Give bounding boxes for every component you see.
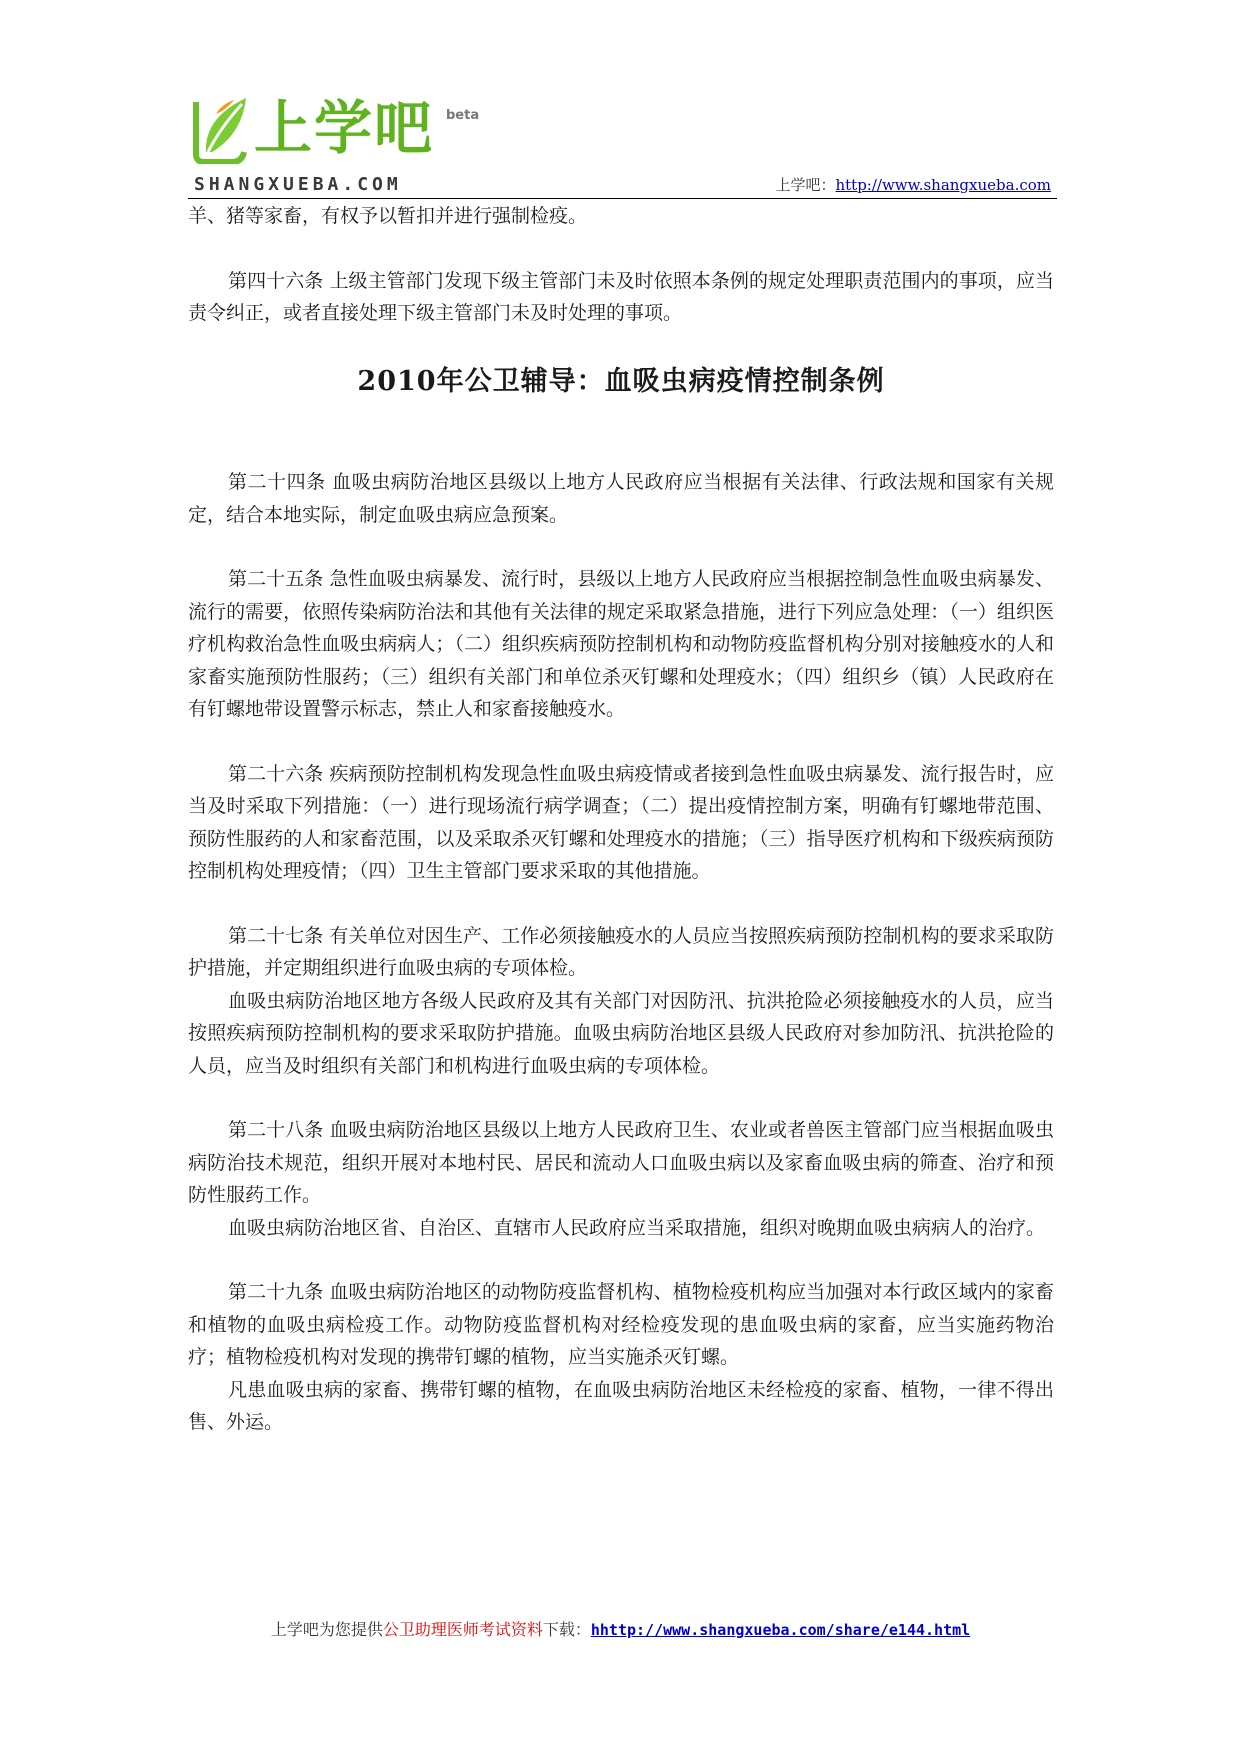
- logo-text-cn: 上学吧: [254, 94, 435, 162]
- document-title: 2010年公卫辅导：血吸虫病疫情控制条例: [357, 365, 885, 397]
- page-header: [188, 86, 1057, 199]
- article-27: 第二十七条 有关单位对因生产、工作必须接触疫水的人员应当按照疾病预防控制机构的要求采取防护措施，并定期组织进行血吸虫病的专项体检。: [188, 924, 1054, 979]
- article-29: 第二十九条 血吸虫病防治地区的动物防疫监督机构、植物检疫机构应当加强对本行政区域内的家畜和植物的血吸虫病检疫工作。动物防疫监督机构对经检疫发现的患血吸虫病的家畜，应当实施药物治疗；植物检疫机构对发现的携带钉螺的植物，应当实施杀灭钉螺。: [188, 1281, 1054, 1368]
- logo-beta-tag: beta: [446, 108, 480, 123]
- footer-highlight: 公卫助理医师考试资料: [382, 1620, 543, 1639]
- footer-download-link[interactable]: hhttp://www.shangxueba.com/share/e144.html: [590, 1621, 971, 1639]
- article-46: 第四十六条 上级主管部门发现下级主管部门未及时依照本条例的规定处理职责范围内的事项，应当责令纠正，或者直接处理下级主管部门未及时处理的事项。: [188, 269, 1054, 324]
- leaf-logo-icon: [192, 94, 250, 164]
- page-footer: [0, 1617, 1241, 1640]
- article-24: 第二十四条 血吸虫病防治地区县级以上地方人民政府应当根据有关法律、行政法规和国家有关规定，结合本地实际，制定血吸虫病应急预案。: [188, 471, 1054, 526]
- intro-continuation: 羊、猪等家畜，有权予以暂扣并进行强制检疫。: [188, 205, 588, 227]
- article-28-paragraph-2: 血吸虫病防治地区省、自治区、直辖市人民政府应当采取措施，组织对晚期血吸虫病病人的治疗。: [228, 1216, 1046, 1239]
- site-label: 上学吧：: [775, 176, 836, 194]
- logo-text-en: SHANGXUEBA.COM: [194, 174, 402, 195]
- site-logo[interactable]: [188, 86, 488, 198]
- site-reference: [775, 174, 1051, 195]
- article-27-paragraph-2: 血吸虫病防治地区地方各级人民政府及其有关部门对因防汛、抗洪抢险必须接触疫水的人员，应当按照疾病预防控制机构的要求采取防护措施。血吸虫病防治地区县级人民政府对参加防汛、抗洪抢险的人员，应当及时组织有关部门和机构进行血吸虫病的专项体检。: [188, 989, 1054, 1077]
- document-body: [188, 200, 1054, 1439]
- article-28: 第二十八条 血吸虫病防治地区县级以上地方人民政府卫生、农业或者兽医主管部门应当根据血吸虫病防治技术规范，组织开展对本地村民、居民和流动人口血吸虫病以及家畜血吸虫病的筛查、治疗和预防性服药工作。: [188, 1119, 1054, 1206]
- footer-prefix: 上学吧为您提供: [270, 1620, 383, 1639]
- footer-mid: 下载：: [542, 1620, 591, 1639]
- article-29-paragraph-2: 凡患血吸虫病的家畜、携带钉螺的植物，在血吸虫病防治地区未经检疫的家畜、植物，一律不得出售、外运。: [188, 1378, 1054, 1433]
- article-25: 第二十五条 急性血吸虫病暴发、流行时，县级以上地方人民政府应当根据控制急性血吸虫病暴发、流行的需要，依照传染病防治法和其他有关法律的规定采取紧急措施，进行下列应急处理：（一）组织医疗机构救治急性血吸虫病病人；（二）组织疾病预防控制机构和动物防疫监督机构分别对接触疫水的人和家畜实施预防性服药；（三）组织有关部门和单位杀灭钉螺和处理疫水；（四）组织乡（镇）人民政府在有钉螺地带设置警示标志，禁止人和家畜接触疫水。: [188, 568, 1054, 720]
- site-link[interactable]: http://www.shangxueba.com: [835, 176, 1051, 194]
- article-26: 第二十六条 疾病预防控制机构发现急性血吸虫病疫情或者接到急性血吸虫病暴发、流行报告时，应当及时采取下列措施：（一）进行现场流行病学调查；（二）提出疫情控制方案，明确有钉螺地带范围、预防性服药的人和家畜范围，以及采取杀灭钉螺和处理疫水的措施；（三）指导医疗机构和下级疾病预防控制机构处理疫情；（四）卫生主管部门要求采取的其他措施。: [188, 762, 1054, 882]
